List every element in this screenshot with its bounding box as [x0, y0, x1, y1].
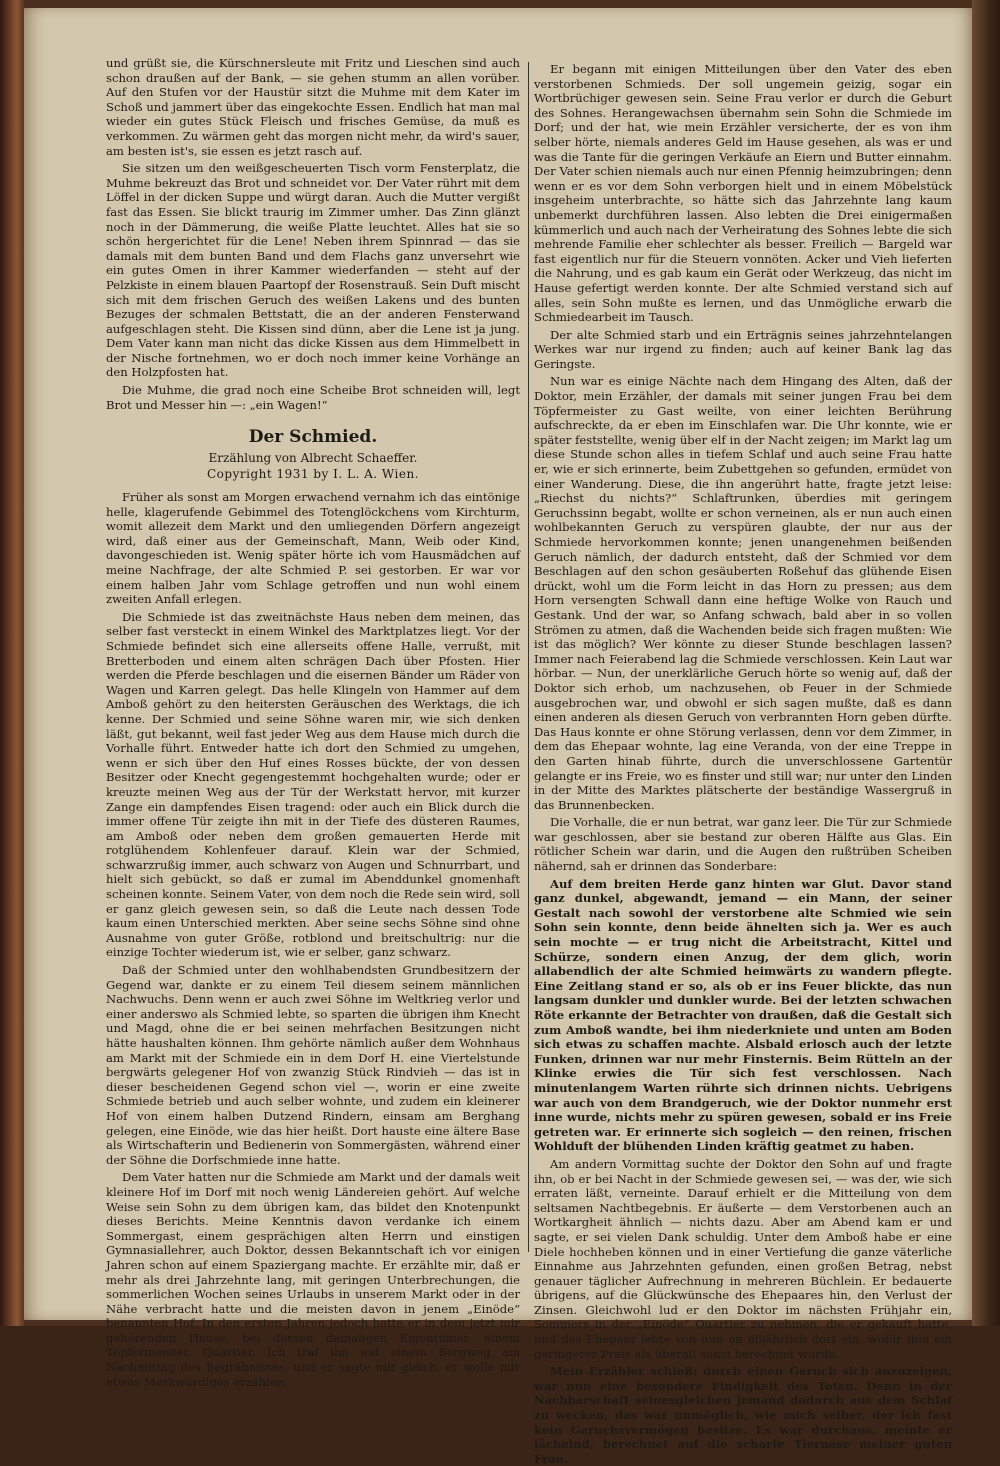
story-paragraph: Nun war es einige Nächte nach dem Hingang des Alten, daß der Doktor, mein Erzähler, der damals mit seiner jungen Frau bei dem Töpfermeister zu Gast weilte, von einer leichten Berührung aufschreckte, da er eben im Einschlafen war. Die Uhr konnte, wie er später feststellte, wenig über elf in der Nacht zeigen; im Markt lag um diese Stunde schon alles in tiefem Schlaf und auch seine Frau hatte er, wie er sich erinnerte, beim Zubettgehen so gefunden, ermüdet von einer Wanderung. Diese, die ihn angerührt hatte, fragte jetzt leise: „Riechst du nichts?“ Schlaftrunken, überdies mit geringem Geruchssinn begabt, wollte er schon verneinen, als er nun auch einen wohlbekannten Geruch zu verspüren glaubte, der nur aus der Schmiede hervorkommen konnte; jenen unangenehmen beißenden Geruch nämlich, der dadurch entsteht, daß der Schmied vor dem Beschlagen auf den schon gesäuberten Roßehuf das glühende Eisen drückt, wohl um die Form leicht in das Horn zu pressen; aus dem Horn versengten Schwall dann eine heftige Wolke von Rauch und Gestank. Und der war, so Anfang schwach, bald aber in so vollen Strömen zu atmen, daß die Wachenden beide sich fragen mußten: Wie ist das möglich? Wer könnte zu dieser Stunde beschlagen lassen? Immer nach Feierabend lag die Schmiede verschlossen. Kein Laut war hörbar. — Nun, der unerklärliche Geruch hörte so wenig auf, daß der Doktor sich erhob, um nachzusehen, ob Feuer in der Schmiede ausgebrochen war, und obwohl er sich sagen mußte, daß es dann einen anderen als diesen Geruch von verbrannten Horn geben dürfte. Das Haus konnte er ohne Störung verlassen, denn vor dem Zimmer, in dem das Ehepaar wohnte, lag eine Veranda, von der eine Treppe in den Garten hinab führte, durch die unverschlossene Gartentür gelangte er ins Freie, wo es finster und still war; nur unter den Linden in der Mitte des Marktes plätscherte der beständige Wassergruß in das Brunnenbecken. [534, 374, 952, 812]
story-paragraph: Früher als sonst am Morgen erwachend vernahm ich das eintönige helle, klagerufende Gebimmel des Totenglöckchens vom Kirchturm, womit allezeit dem Markt und den umliegenden Dörfern angezeigt wird, daß einer aus der Gemeinschaft, Mann, Weib oder Kind, davongeschieden ist. Wenig später hörte ich vom Hausmädchen auf meine Nachfrage, der alte Schmied P. sei gestorben. Er war vor einem halben Jahr vom Schlage getroffen und nun wohl einem zweiten Anfall erlegen. [106, 490, 520, 607]
story-paragraph: Dem Vater hatten nur die Schmiede am Markt und der damals weit kleinere Hof im Dorf mit noch wenig Ländereien gehört. Auf welche Weise sein Sohn zu dem übrigen kam, das bildet den Knotenpunkt dieses Berichts. Meine Kenntnis davon verdanke ich einem Sommergast, einem gesprächigen alten Herrn und einstigen Gymnasiallehrer, auch Doktor, dessen Bekanntschaft ich vor einigen Jahren schon auf einem Spaziergang machte. Er erzählte mir, daß er mehr als drei Jahrzehnte lang, mit geringen Unterbrechungen, die sommerlichen Wochen seines Urlaubs in unserem Markt oder in der Nähe verbracht hatte und die meisten davon in jenem „Einöde“ benannten Hof. In den ersten Jahren jedoch hatte er in dem jetzt mir gehörenden Hause, bei dessen damaligen Eigentümer, einem Töpfermeister, Quartier. Ich traf ihn auf einem Bergweg am Nachmittag des Begräbnisses, und er sagte mir gleich, er wolle mir etwas Merkwürdiges erzählen. [106, 1170, 520, 1389]
story-paragraph: Die Schmiede ist das zweitnächste Haus neben dem meinen, das selber fast versteckt in einem Winkel des Marktplatzes liegt. Vor der Schmiede befindet sich eine allerseits offene Halle, verrußt, mit Bretterboden und einem alten schrägen Dach über Pfosten. Hier werden die Pferde beschlagen und die eisernen Bänder um Räder von Wagen und Karren gelegt. Das helle Klingeln von Hammer auf dem Amboß gehört zu den heitersten Geräuschen des Werktags, die ich kenne. Der Schmied und seine Söhne waren mir, wie sich denken läßt, gut bekannt, weil fast jeder Weg aus dem Hause mich durch die Vorhalle führt. Entweder hatte ich dort den Schmied zu umgehen, wenn er sich über den Huf eines Rosses bückte, der von dessen Besitzer oder Knecht gegengestemmt hochgehalten wurde; oder er kreuzte meinen Weg aus der Tür der Werkstatt hervor, mit kurzer Zange ein dampfendes Eisen tragend: oder auch ein Blick durch die immer offene Tür zeigte ihn mit in der Tiefe des düsteren Raumes, am Amboß oder neben dem großen gemauerten Herde mit rotglühendem Kohlenfeuer darauf. Klein war der Schmied, schwarzrußig immer, auch schwarz von Augen und Schnurrbart, und hielt sich gebückt, so daß er zumal im Abenddunkel gnomenhaft scheinen konnte. Seinem Vater, von dem noch die Rede sein wird, soll er ganz gleich gewesen sein, so daß die Leute nach dessen Tode kaum einen Unterschied merkten. Aber seine sechs Söhne sind ohne Ausnahme von guter Größe, rotblond und breitschultrig: nur die einzige Tochter wiederum ist, wie er selber, ganz schwarz. [106, 609, 520, 960]
column-divider [528, 62, 529, 1252]
intro-paragraph: und grüßt sie, die Kürschnersleute mit Fritz und Lieschen sind auch schon draußen auf der Bank, — sie gehen stumm an allen vorüber. Auf den Stufen vor der Haustür sitzt die Muhme mit dem Kater im Schoß und jammert über das eingekochte Essen. Endlich hat man mal wieder ein gutes Stück Fleisch und frisches Gemüse, da muß es verkommen. Zu wärmen geht das morgen nicht mehr, da wird's sauer, am besten ist's, sie essen es jetzt rasch auf. [106, 56, 520, 158]
story-title: Der Schmied. [248, 427, 378, 448]
story-paragraph: Er begann mit einigen Mitteilungen über den Vater des eben verstorbenen Schmieds. Der soll ungemein geizig, sogar ein Wortbrüchiger gewesen sein. Seine Frau verlor er durch die Geburt des Sohnes. Herangewachsen übernahm sein Sohn die Schmiede im Dorf; und der hat, wie mein Erzähler versicherte, der es von ihm selber hörte, niemals anderes Geld im Hause gesehen, als was er und was die Tante für die geringen Verkäufe an Eiern und Butter einnahm. Der Vater schien niemals auch nur einen Pfennig heimzubringen; denn wenn er es vor dem Sohn verborgen hielt und in einem Möbelstück insgeheim unterbrachte, so hätte sich das Jahrzehnte lang kaum unbemerkt durchführen lassen. Also lebten die Drei einigermaßen kümmerlich und auch nach der Verheiratung des Sohnes lebte die sich mehrende Familie eher schlechter als besser. Freilich — Bargeld war fast eigentlich nur für die Steuern vonnöten. Acker und Vieh lieferten die Nahrung, und es gab kaum ein Gerät oder Werkzeug, das nicht im Hause gefertigt werden konnte. Der alte Schmied verstand sich auf alles, sein Sohn mußte es lernen, und das Unmögliche erwarb die Schmiedearbeit im Tausch. [534, 62, 952, 325]
story-paragraph: Mein Erzähler schloß: durch einen Geruch sich anzuzeigen, war nun eine besondere Findigkeit des Toten. Denn in der Nachbarschaft seinesgleichen jemand dadurch aus dem Schlaf zu wecken, das war unmöglich, wie mich selber, der ich fast kein Geruchsvermögen besitze. Es war durchaus, meinte er lächelnd, berechnet auf die scharfe Tiernase meiner guten Frau. [534, 1364, 952, 1466]
right-column [534, 62, 952, 1466]
story-paragraph: Auf dem breiten Herde ganz hinten war Glut. Davor stand ganz dunkel, abgewandt, jemand — ein Mann, der seiner Gestalt nach sowohl der verstorbene alte Schmied wie sein Sohn sein konnte, denn beide ähnelten sich ja. Wer es auch sein mochte — er trug nicht die Arbeitstracht, Kittel und Schürze, sondern einen Anzug, der dem glich, worin allabendlich der alte Schmied heimwärts zu wandern pflegte. Eine Zeitlang stand er so, als ob er ins Feuer blickte, das nun langsam dunkler und dunkler wurde. Bei der letzten schwachen Röte erkannte der Betrachter von draußen, daß die Gestalt sich zum Amboß wandte, bei ihm niederkniete und unten am Boden sich etwas zu schaffen machte. Alsbald erlosch auch der letzte Funken, drinnen war nur mehr Finsternis. Beim Rütteln an der Klinke erwies die Tür sich fest verschlossen. Nach minutenlangem Warten rührte sich drinnen nichts. Uebrigens war auch von dem Brandgeruch, wie der Doktor nunmehr erst inne wurde, nichts mehr zu spüren gewesen, sobald er ins Freie getreten war. Er erinnerte sich sogleich — den reinen, frischen Wohlduft der blühenden Linden kräftig geatmet zu haben. [534, 876, 952, 1154]
story-paragraph: Daß der Schmied unter den wohlhabendsten Grundbesitzern der Gegend war, dankte er zu einem Teil diesem seinem männlichen Nachwuchs. Denn wenn er auch zwei Söhne im Weltkrieg verlor und einer anderswo als Schmied lebte, so sparten die übrigen ihm Knecht und Magd, ohne die er bei seinen mehrfachen Besitzungen nicht hätte haushalten können. Ihm gehörte nämlich außer dem Wohnhaus am Markt mit der Schmiede ein in dem Dorf H. eine Viertelstunde bergwärts gelegener Hof von zwanzig Stück Rindvieh — das ist in dieser bescheidenen Gegend schon viel —, worin er eine zweite Schmiede betrieb und auch selber wohnte, und zudem ein kleinerer Hof von einem halben Dutzend Rindern, einsam am Berghang gelegen, eine Einöde, wie das hier heißt. Dort hauste eine ältere Base als Wirtschafterin und Bedienerin von Sommergästen, während einer der Söhne die Dorfschmiede inne hatte. [106, 963, 520, 1167]
story-byline: Erzählung von Albrecht Schaeffer. [208, 450, 418, 465]
intro-paragraph: Sie sitzen um den weißgescheuerten Tisch vorm Fensterplatz, die Muhme bekreuzt das Brot und schneidet vor. Der Vater rührt mit dem Löffel in der dicken Suppe und würgt daran. Auch die Mutter vergißt fast das Essen. Sie blickt traurig im Zimmer umher. Das Zinn glänzt noch in der Dämmerung, die weiße Platte leuchtet. Alles hat sie so schön hergerichtet für die Lene! Neben ihrem Spinnrad — das sie damals mit dem bunten Band und dem Flachs ganz unversehrt wie ein gutes Omen in ihrer Kammer wiederfanden — steht auf der Pelzkiste in einem blauen Paartopf der Rosenstrauß. Sein Duft mischt sich mit dem frischen Geruch des weißen Lakens und des bunten Bezuges der schmalen Bettstatt, die an der anderen Fensterwand aufgeschlagen steht. Die Kissen sind dünn, aber die Lene ist ja jung. Dem Vater kann man nicht das dicke Kissen aus dem Himmelbett in der Nische fortnehmen, wo er doch noch immer keine Vorhänge an den Holzpfosten hat. [106, 161, 520, 380]
book-binding-left [0, 0, 24, 1326]
story-paragraph: Der alte Schmied starb und ein Erträgnis seines jahrzehntelangen Werkes war nur irgend zu finden; auch auf keiner Bank lag das Geringste. [534, 327, 952, 371]
book-binding-right [972, 0, 1000, 1326]
story-paragraph: Die Vorhalle, die er nun betrat, war ganz leer. Die Tür zur Schmiede war geschlossen, aber sie bestand zur oberen Hälfte aus Glas. Ein rötlicher Schein war darin, und die Augen den rußtrüben Scheiben nähernd, sah er drinnen das Sonderbare: [534, 815, 952, 874]
story-copyright: Copyright 1931 by I. L. A. Wien. [207, 467, 419, 482]
left-column [106, 56, 520, 1389]
intro-paragraph: Die Muhme, die grad noch eine Scheibe Brot schneiden will, legt Brot und Messer hin —: „ein Wagen!“ [106, 383, 520, 412]
story-paragraph: Am andern Vormittag suchte der Doktor den Sohn auf und fragte ihn, ob er bei Nacht in der Schmiede gewesen sei, — was der, wie sich erraten läßt, verneinte. Darauf erhielt er die Mitteilung von dem seltsamen Nachtbegebnis. Er äußerte — dem Verstorbenen auch an Wortkargheit ähnlich — nichts dazu. Aber am Abend kam er und sagte, er sei vielen Dank schuldig. Unter dem Amboß habe er eine Diele hochheben können und in einer Vertiefung die ganze väterliche Einnahme aus Jahrzehnten gefunden, einen großen Betrag, nebst genauer täglicher Aufrechnung in mehreren Büchlein. Er bedauerte übrigens, auf die Glückwünsche des Ehepaares hin, den Verlust der Zinsen. Gleichwohl lud er den Doktor im nächsten Frühjahr ein, Sommers in der „Einöde“ Quartier zu nehmen, die er gekauft hatte, und das Ehepaar lebte von nun an alljährlich dort ein, wofür ihm ein geringerer Preis als überall sonst berechnet wurde. [534, 1156, 952, 1361]
